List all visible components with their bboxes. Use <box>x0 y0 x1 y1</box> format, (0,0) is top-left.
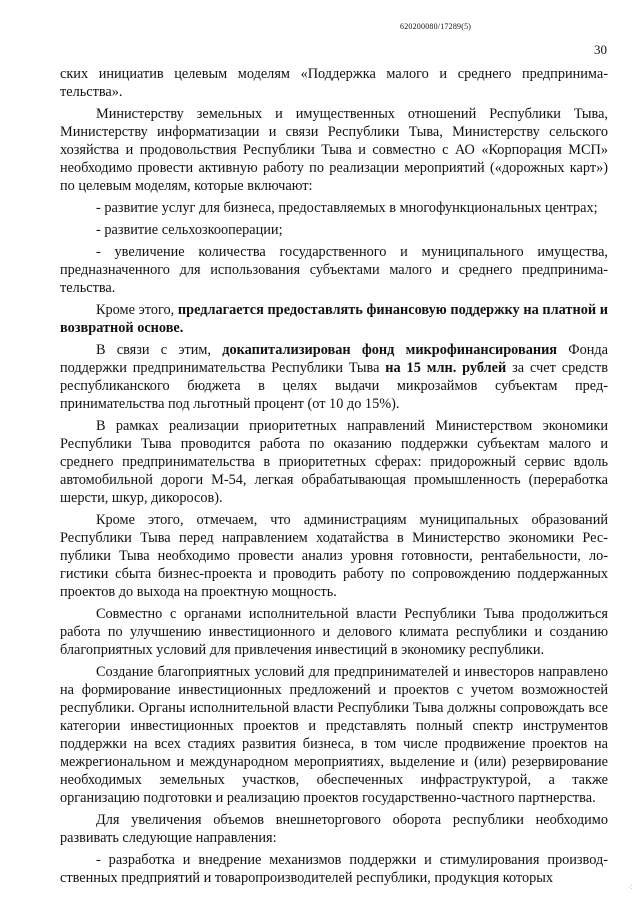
text: за счет средств республиканского бюджета в целях выдачи микрозаймов субъектам предпринимательства под льготный процент (от 10 до 15%). <box>60 360 608 412</box>
text: В рамках реализации приоритетных направлений Министерством экономики Республики Тыва проводится работа по оказанию поддержки субъектам малого и среднего предпринимательства в приоритетных сферах: придорожный сервис вдоль автомобильной дороги М-54, легкая обрабатывающая промышленность (переработка шерсти, шкур, дикоросов). <box>60 418 608 506</box>
paragraph <box>60 605 608 659</box>
paragraph <box>60 663 608 807</box>
paragraph <box>60 851 608 887</box>
text: Для увеличения объемов внешнеторгового оборота республики необходимо развивать следующие направления: <box>60 812 608 846</box>
bold-text: докапитализирован фонд микрофинансирования <box>222 342 558 358</box>
text: - развитие услуг для бизнеса, предоставляемых в многофункциональных центрах; <box>96 200 598 216</box>
text: Создание благоприятных условий для предпринимателей и инвесторов направлено на формирование инвестиционных предложений и проектов с учетом возможностей республики. Органы исполнительной власти Республики Тыва должны сопровождать все категории инвестиционных проектов и представлять полный спектр инструментов поддержки на всех стадиях развития бизнеса, в том числе продвижение проектов на межрегиональном и международном мероприятиях, выделение и (или) резервирование необходимых земельных участков, обеспеченных инфраструктурой, а также организацию подготовки и реализацию проектов государственно-частного партнерства. <box>60 664 608 806</box>
page-number: 30 <box>594 42 607 57</box>
text: - увеличение количества государственного и муниципального имущества, предназначенного для использования субъектами малого и среднего предпринимательства. <box>60 244 608 296</box>
paragraph <box>60 105 608 195</box>
scan-mark: ·: <box>628 884 633 891</box>
text: В связи с этим, <box>96 342 223 358</box>
bold-text: на 15 млн. рублей <box>385 360 507 376</box>
paragraph <box>60 511 608 601</box>
text: - разработка и внедрение механизмов поддержки и стимулирования производственных предприятий и товаропроизводителей республики, продукция которых <box>60 852 608 886</box>
text: Министерству земельных и имущественных отношений Республики Тыва, Министерству информатизации и связи Республики Тыва, Министерству сельского хозяйства и продовольствия Республики Тыва и совместно с АО «Корпорация МСП» необходимо провести активную работу по реализации мероприятий («дорожных карт») по целевым моделям, которые включают: <box>60 106 608 194</box>
text: Совместно с органами исполнительной власти Республики Тыва продолжиться работа по улучшению инвестиционного и делового климата республики и созданию благоприятных условий для привлечения инвестиций в экономику республики. <box>60 606 608 658</box>
text: ских инициатив целевым моделям «Поддержка малого и среднего предпринимательства». <box>60 66 608 100</box>
text: Фонда поддержки предпринимательства Республики Тыва <box>60 342 609 376</box>
document-code: 620200080/17289(5) <box>400 22 472 31</box>
text: Кроме этого, <box>96 302 178 318</box>
paragraph <box>60 243 608 297</box>
document-body <box>60 65 608 891</box>
paragraph <box>60 65 608 101</box>
text: - развитие сельхозкооперации; <box>96 222 283 238</box>
paragraph <box>60 417 608 507</box>
paragraph <box>60 221 608 239</box>
paragraph <box>60 341 608 413</box>
paragraph <box>60 301 608 337</box>
paragraph <box>60 199 608 217</box>
text: Кроме этого, отмечаем, что администрациям муниципальных образований Республики Тыва перед направлением ходатайства в Министерство экономики Республики Тыва необходимо провести анализ уровня готовности, рентабельности, логистики сбыта бизнес-проекта и проводить работу по сопровождению поддержанных проектов до выхода на проектную мощность. <box>60 512 608 600</box>
bold-text: предлагается предоставлять финансовую поддержку на платной и возвратной основе. <box>60 302 608 336</box>
paragraph <box>60 811 608 847</box>
